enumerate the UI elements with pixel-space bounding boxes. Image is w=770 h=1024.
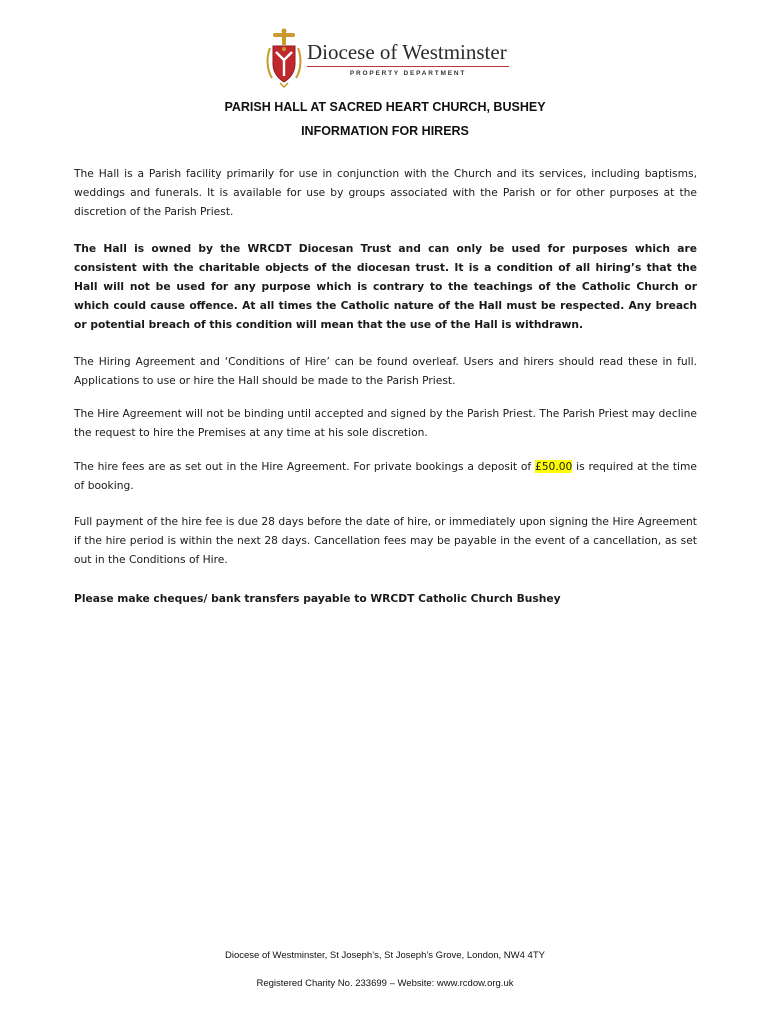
organisation-name: Diocese of Westminster bbox=[307, 40, 507, 64]
page-title: PARISH HALL AT SACRED HEART CHURCH, BUSHEY bbox=[224, 100, 546, 114]
page-subtitle: INFORMATION FOR HIRERS bbox=[301, 124, 469, 138]
footer-charity-website: Registered Charity No. 233699 – Website: www.rcdow.org.uk bbox=[256, 978, 514, 989]
paragraph-hiring-agreement: The Hiring Agreement and ‘Conditions of Hire’ can be found overleaf. Users and hirers should read these in full. Applications to use or hire the Hall should be made to the Parish Priest. bbox=[74, 355, 697, 387]
hire-fees-text-before: The hire fees are as set out in the Hire Agreement. For private bookings a deposit of bbox=[74, 460, 535, 473]
hire-fees-text-after: is required at the time of booking. bbox=[74, 460, 697, 492]
paragraph-payee: Please make cheques/ bank transfers payable to WRCDT Catholic Church Bushey bbox=[74, 592, 561, 605]
paragraph-binding-agreement: The Hire Agreement will not be binding until accepted and signed by the Parish Priest. The Parish Priest may decline the request to hire the Premises at any time at his sole discretion. bbox=[74, 407, 697, 439]
footer-address: Diocese of Westminster, St Joseph’s, St Joseph’s Grove, London, NW4 4TY bbox=[225, 950, 545, 961]
paragraph-hall-purpose: The Hall is a Parish facility primarily for use in conjunction with the Church and its services, including baptisms, weddings and funerals. It is available for use by groups associated with the Parish or for other purposes at the discretion of the Parish Priest. bbox=[74, 167, 697, 218]
department-name: PROPERTY DEPARTMENT bbox=[349, 70, 467, 77]
paragraph-payment-terms: Full payment of the hire fee is due 28 days before the date of hire, or immediately upon signing the Hire Agreement if the hire period is within the next 28 days. Cancellation fees may be payable in the event of a cancellation, as set out in the Conditions of Hire. bbox=[74, 515, 697, 566]
deposit-amount: £50.00 bbox=[534, 460, 573, 473]
paragraph-hire-fees bbox=[74, 457, 697, 495]
paragraph-ownership-conditions: The Hall is owned by the WRCDT Diocesan Trust and can only be used for purposes which are consistent with the charitable objects of the diocesan trust. It is a condition of all hiring’s that the Hall will not be used for any purpose which is contrary to the teachings of the Catholic Church or which could cause offence. At all times the Catholic nature of the Hall must be respected. Any breach or potential breach of this condition will mean that the use of the Hall is withdrawn. bbox=[74, 242, 697, 331]
diocese-logo bbox=[264, 28, 514, 90]
diocese-crest-icon bbox=[264, 28, 304, 88]
logo-divider bbox=[307, 66, 509, 67]
